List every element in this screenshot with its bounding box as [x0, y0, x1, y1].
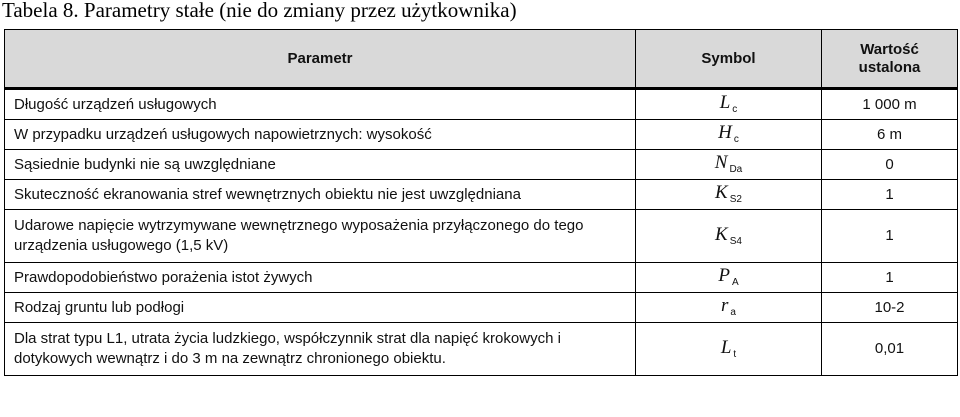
param-cell: Sąsiednie budynki nie są uwzględniane: [5, 150, 636, 180]
symbol-subscript: c: [732, 104, 738, 115]
header-parametr: Parametr: [5, 30, 636, 89]
value-cell: 1: [822, 180, 958, 210]
symbol-main: K: [715, 223, 728, 245]
param-cell: Skuteczność ekranowania stref wewnętrznych obiektu nie jest uwzględniana: [5, 180, 636, 210]
value-cell: 1 000 m: [822, 89, 958, 120]
param-cell: W przypadku urządzeń usługowych napowietrznych: wysokość: [5, 120, 636, 150]
param-cell: Długość urządzeń usługowych: [5, 89, 636, 120]
header-symbol: Symbol: [636, 30, 822, 89]
symbol-cell: [636, 120, 822, 150]
param-cell: Dla strat typu L1, utrata życia ludzkiego, współczynnik strat dla napięć krokowych i dotykowych wewnątrz i do 3 m na zewnątrz chronionego obiektu.: [5, 323, 636, 376]
table-header-row: [5, 30, 958, 89]
symbol-cell: [636, 293, 822, 323]
value-cell: 0,01: [822, 323, 958, 376]
table-row: [5, 180, 958, 210]
header-wartosc: Wartość ustalona: [822, 30, 958, 89]
symbol-main: r: [721, 295, 729, 316]
value-cell: 0: [822, 150, 958, 180]
table-row: [5, 263, 958, 293]
symbol-subscript: A: [731, 277, 739, 288]
table-row: [5, 293, 958, 323]
symbol-main: L: [719, 92, 731, 113]
symbol-main: L: [720, 336, 732, 358]
table-row: [5, 210, 958, 263]
symbol-cell: [636, 323, 822, 376]
symbol-main: H: [718, 122, 732, 143]
value-cell: 1: [822, 210, 958, 263]
symbol-subscript: S2: [729, 194, 742, 205]
param-cell: Udarowe napięcie wytrzymywane wewnętrznego wyposażenia przyłączonego do tego urządzenia usługowego (1,5 kV): [5, 210, 636, 263]
symbol-main: P: [718, 265, 730, 286]
value-cell: 1: [822, 263, 958, 293]
symbol-subscript: a: [730, 307, 736, 318]
symbol-cell: [636, 89, 822, 120]
symbol-main: N: [714, 152, 728, 173]
table-caption: Tabela 8. Parametry stałe (nie do zmiany przez użytkownika): [2, 0, 517, 22]
param-cell: Prawdopodobieństwo porażenia istot żywych: [5, 263, 636, 293]
value-cell: 6 m: [822, 120, 958, 150]
param-cell: Rodzaj gruntu lub podłogi: [5, 293, 636, 323]
symbol-cell: [636, 263, 822, 293]
symbol-cell: [636, 150, 822, 180]
symbol-subscript: t: [733, 348, 737, 360]
value-cell: 10-2: [822, 293, 958, 323]
table-row: [5, 150, 958, 180]
symbol-subscript: c: [733, 134, 739, 145]
parameters-table: [4, 29, 958, 376]
symbol-subscript: S4: [729, 235, 742, 247]
symbol-cell: [636, 210, 822, 263]
table-row: [5, 323, 958, 376]
symbol-main: K: [715, 182, 728, 203]
table-row: [5, 120, 958, 150]
table-row: [5, 89, 958, 120]
symbol-subscript: Da: [729, 164, 743, 175]
symbol-cell: [636, 180, 822, 210]
